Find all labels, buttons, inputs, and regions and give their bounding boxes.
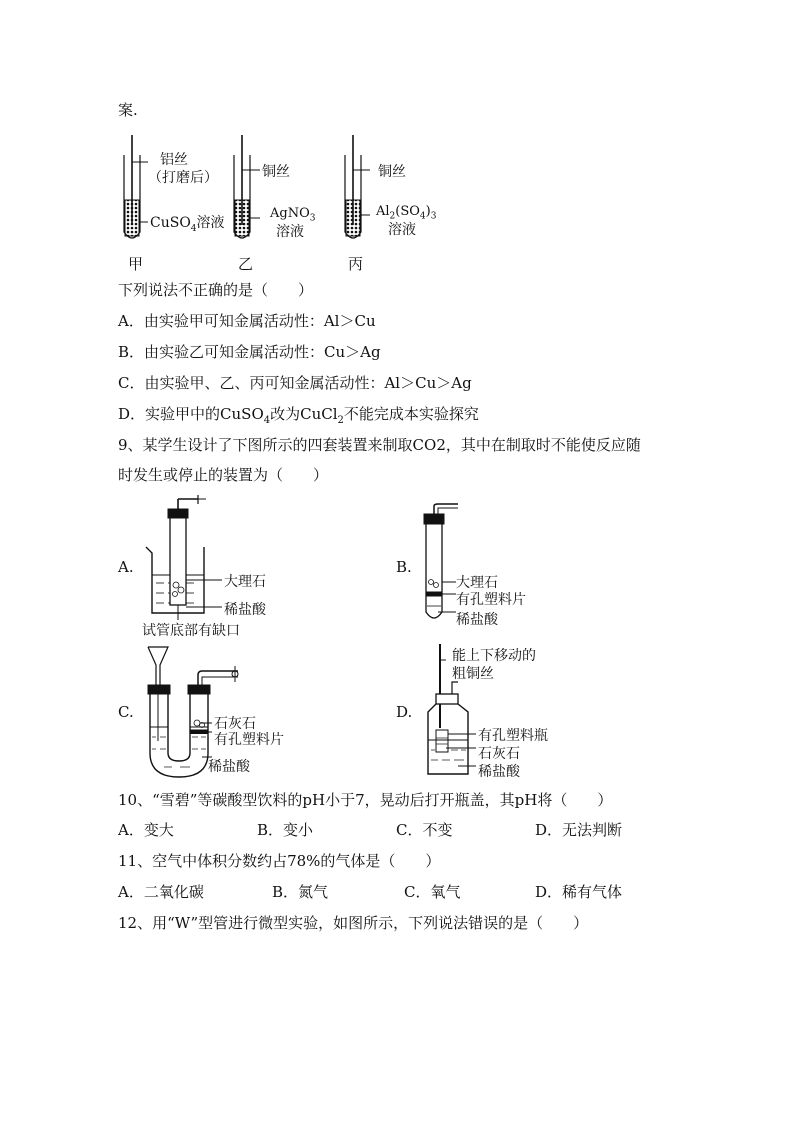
q9-stem-line1: 9、某学生设计了下图所示的四套装置来制取CO2，其中在制取时不能使反应随 (118, 436, 641, 454)
apparatus-d-label-2: 石灰石 (478, 746, 520, 762)
q12-stem: 12、用“W”型管进行微型实验，如图所示，下列说法错误的是（ ） (118, 914, 589, 932)
apparatus-a-caption: 试管底部有缺口 (142, 623, 240, 639)
test-tube-bing (345, 135, 370, 238)
apparatus-d-label-3: 稀盐酸 (478, 764, 520, 780)
apparatus-d-label-top-2: 粗铜丝 (452, 666, 494, 682)
label-bing-solution-1: $Al_2(SO_4)_3$ (376, 204, 437, 222)
label-jia-wire-note: （打磨后） (148, 170, 218, 186)
label-jia-wire: 铝丝 (160, 152, 188, 168)
label-yi: 乙 (238, 255, 254, 273)
q8-stem: 下列说法不正确的是（ ） (118, 281, 314, 299)
label-bing-wire: 铜丝 (378, 164, 406, 180)
label-jia-solution: CuSO$_4$溶液 (150, 215, 225, 234)
q11-option-c: C．氧气 (404, 883, 461, 901)
label-bing: 丙 (348, 255, 364, 273)
q8-option-c: C．由实验甲、乙、丙可知金属活动性：Al＞Cu＞Ag (118, 374, 472, 392)
q11-option-d: D．稀有气体 (535, 883, 623, 901)
apparatus-a-label-1: 大理石 (224, 574, 266, 590)
apparatus-a-letter: A. (118, 558, 134, 576)
apparatus-b-label-3: 稀盐酸 (456, 612, 498, 628)
q10-option-b: B．变小 (257, 821, 314, 839)
q11-stem: 11、空气中体积分数约占78%的气体是（ ） (118, 852, 441, 870)
q8-option-a: A．由实验甲可知金属活动性：Al＞Cu (118, 312, 376, 330)
apparatus-d-label-1: 有孔塑料瓶 (478, 728, 548, 744)
q10-option-d: D．无法判断 (535, 821, 623, 839)
apparatus-c-label-1: 石灰石 (214, 716, 256, 732)
q10-option-c: C．不变 (396, 821, 453, 839)
q8-option-b: B．由实验乙可知金属活动性：Cu＞Ag (118, 343, 381, 361)
apparatus-c-label-3: 稀盐酸 (208, 759, 250, 775)
label-yi-solution-1: AgNO$_3$ (270, 206, 316, 224)
q9-stem-line2: 时发生或停止的装置为（ ） (118, 466, 329, 484)
q10-stem: 10、“雪碧”等碳酸型饮料的pH小于7，晃动后打开瓶盖，其pH将（ ） (118, 791, 613, 809)
test-tube-jia (124, 135, 148, 238)
apparatus-d-label-top-1: 能上下移动的 (452, 648, 536, 664)
q11-option-b: B．氮气 (272, 883, 329, 901)
q11-option-a: A．二氧化碳 (118, 883, 204, 901)
q8-option-d: D．实验甲中的CuSO$_4$改为CuCl$_2$不能完成本实验探究 (118, 405, 479, 426)
q10-option-a: A．变大 (118, 821, 174, 839)
label-yi-wire: 铜丝 (262, 164, 290, 180)
apparatus-c-label-2: 有孔塑料片 (214, 732, 284, 748)
label-jia: 甲 (128, 255, 144, 273)
test-tube-yi (234, 135, 260, 238)
label-yi-solution-2: 溶液 (276, 224, 304, 240)
apparatus-b-letter: B. (396, 558, 412, 576)
apparatus-c-letter: C. (118, 703, 134, 721)
apparatus-b-label-2: 有孔塑料片 (456, 592, 526, 608)
apparatus-a-label-2: 稀盐酸 (224, 602, 266, 618)
label-bing-solution-2: 溶液 (388, 222, 416, 238)
apparatus-d-letter: D. (396, 703, 413, 721)
text-fragment: 案. (118, 101, 138, 119)
apparatus-b-label-1: 大理石 (456, 575, 498, 591)
